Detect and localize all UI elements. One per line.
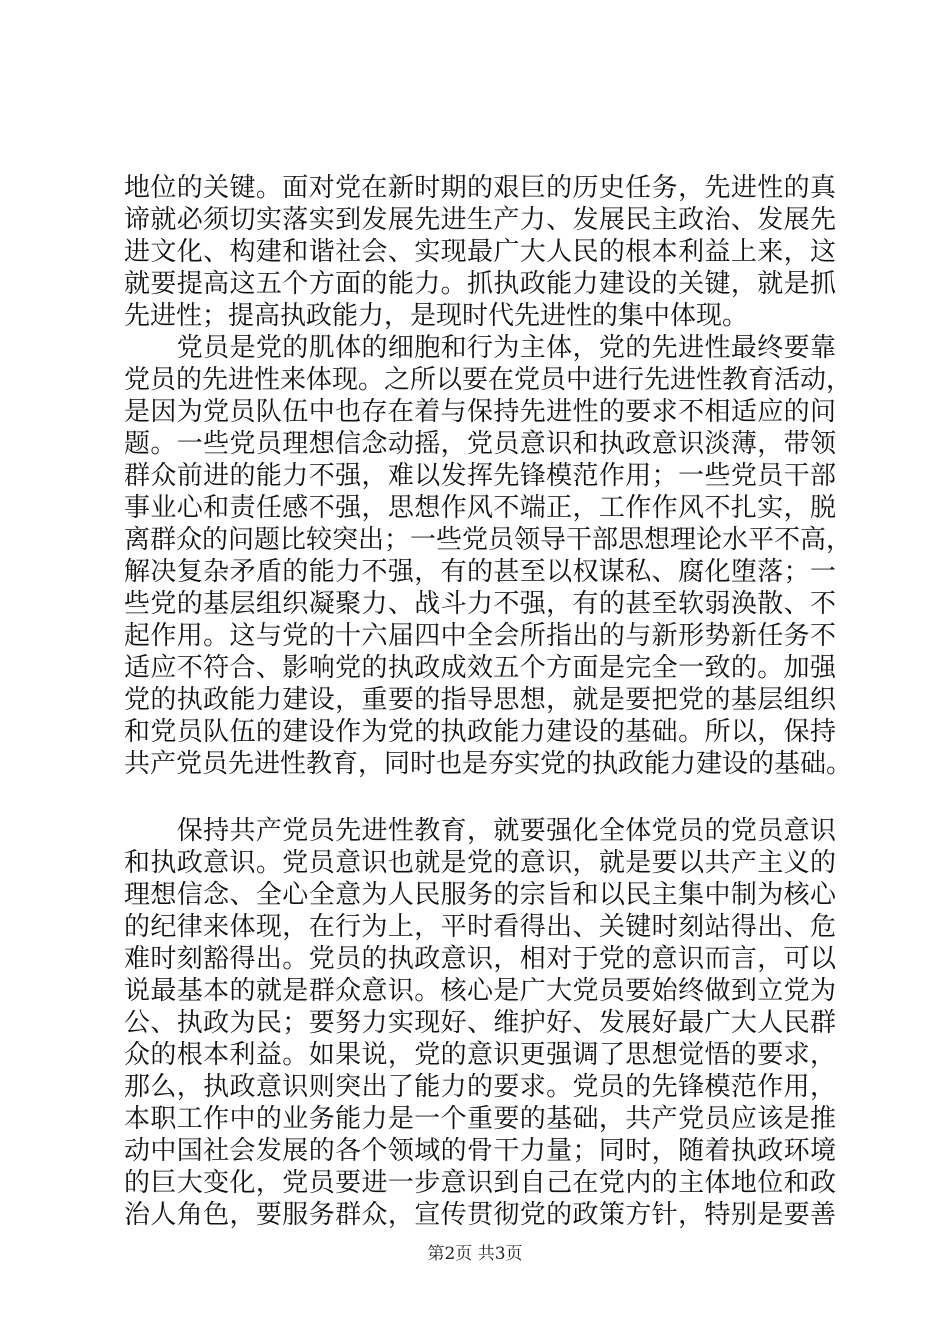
text-line: 事业心和责任感不强，思想作风不端正，工作作风不扎实，脱 (124, 493, 836, 523)
text-line: 难时刻豁得出。党员的执政意识，相对于党的意识而言，可以 (124, 944, 836, 974)
text-line: 本职工作中的业务能力是一个重要的基础，共产党员应该是推 (124, 1104, 836, 1134)
text-line: 党的执政能力建设，重要的指导思想，就是要把党的基层组织 (124, 685, 836, 715)
text-line: 的巨大变化，党员要进一步意识到自己在党内的主体地位和政 (124, 1168, 836, 1198)
text-line: 适应不符合、影响党的执政成效五个方面是完全一致的。加强 (124, 653, 836, 683)
text-line: 些党的基层组织凝聚力、战斗力不强，有的甚至软弱涣散、不 (124, 589, 836, 619)
blank-line (124, 780, 836, 812)
text-line: 党员是党的肌体的细胞和行为主体，党的先进性最终要靠 (124, 333, 836, 363)
text-line: 和党员队伍的建设作为党的执政能力建设的基础。所以，保持 (124, 717, 836, 747)
text-line: 起作用。这与党的十六届四中全会所指出的与新形势新任务不 (124, 621, 836, 651)
text-line: 是因为党员队伍中也存在着与保持先进性的要求不相适应的问 (124, 397, 836, 427)
page-number-footer: 第2页 共3页 (427, 1244, 523, 1264)
text-line: 治人角色，要服务群众，宣传贯彻党的政策方针，特别是要善 (124, 1200, 836, 1230)
text-line: 动中国社会发展的各个领域的骨干力量；同时，随着执政环境 (124, 1136, 836, 1166)
text-line: 进文化、构建和谐社会、实现最广大人民的根本利益上来，这 (124, 237, 836, 267)
text-line: 和执政意识。党员意识也就是党的意识，就是要以共产主义的 (124, 848, 836, 878)
text-line: 说最基本的就是群众意识。核心是广大党员要始终做到立党为 (124, 976, 836, 1006)
text-line: 的纪律来体现，在行为上，平时看得出、关键时刻站得出、危 (124, 912, 836, 942)
text-line: 群众前进的能力不强，难以发挥先锋模范作用；一些党员干部 (124, 461, 836, 491)
text-line: 题。一些党员理想信念动摇，党员意识和执政意识淡薄，带领 (124, 429, 836, 459)
text-line: 理想信念、全心全意为人民服务的宗旨和以民主集中制为核心 (124, 880, 836, 910)
text-line: 党员的先进性来体现。之所以要在党员中进行先进性教育活动， (124, 365, 853, 395)
text-line: 谛就必须切实落实到发展先进生产力、发展民主政治、发展先 (124, 205, 836, 235)
text-line: 保持共产党员先进性教育，就要强化全体党员的党员意识 (124, 816, 836, 846)
text-line: 就要提高这五个方面的能力。抓执政能力建设的关键，就是抓 (124, 269, 836, 299)
text-line: 那么，执政意识则突出了能力的要求。党员的先锋模范作用， (124, 1072, 836, 1102)
text-line: 众的根本利益。如果说，党的意识更强调了思想觉悟的要求， (124, 1040, 836, 1070)
text-line: 公、执政为民；要努力实现好、维护好、发展好最广大人民群 (124, 1008, 836, 1038)
text-line: 共产党员先进性教育，同时也是夯实党的执政能力建设的基础。 (124, 749, 853, 779)
text-line: 先进性；提高执政能力，是现时代先进性的集中体现。 (124, 301, 749, 331)
text-line: 地位的关键。面对党在新时期的艰巨的历史任务，先进性的真 (124, 173, 836, 203)
text-line: 解决复杂矛盾的能力不强，有的甚至以权谋私、腐化堕落；一 (124, 557, 836, 587)
text-line: 离群众的问题比较突出；一些党员领导干部思想理论水平不高， (124, 525, 853, 555)
